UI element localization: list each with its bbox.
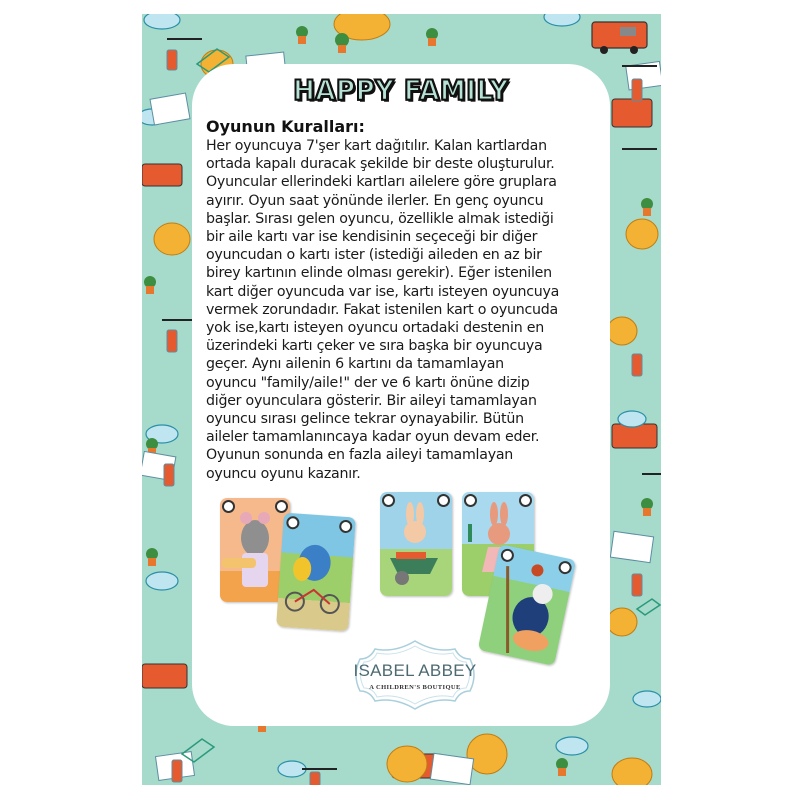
rules-line: geçer. Aynı ailenin 6 kartını da tamamlayan: [206, 356, 504, 373]
brand-logo: [350, 639, 480, 711]
logo-name: ISABEL ABBEY: [353, 661, 477, 680]
rules-line: üzerindeki kartı çeker ve sıra başka bir oyuncuya: [206, 338, 543, 355]
rules-line: birey kartının elinde olması gerekir). Eğer istenilen: [206, 265, 552, 282]
rules-line: oyuncu sırası gelince tekrar oynayabilir. Bütün: [206, 411, 524, 428]
rules-line: yok ise,kartı isteyen oyuncu ortadaki destenin en: [206, 320, 544, 337]
rules-line: oyuncu oyunu kazanır.: [206, 465, 361, 482]
rules-line: aileler tamamlanıncaya kadar oyun devam eder.: [206, 429, 540, 446]
game-title: HAPPY FAMILY: [293, 75, 509, 107]
rules-content: [192, 64, 610, 726]
logo-tagline: A CHILDREN'S BOUTIQUE: [369, 684, 461, 691]
rules-line: ortada kapalı duracak şekilde bir deste oluşturulur.: [206, 156, 555, 173]
rules-line: bir aile kartı var ise kendisinin seçeceği bir diğer: [206, 229, 538, 246]
rabbit-wheelbarrow-illustration: [380, 492, 452, 596]
rules-line: Oyunun sonunda en fazla aileyi tamamlayan: [206, 447, 514, 464]
rabbit-wheelbarrow-card: [380, 492, 452, 596]
rules-line: kart diğer oyuncuda var ise, kartı isteyen oyuncuya: [206, 283, 560, 300]
rules-line: Oyuncular ellerindeki kartları ailelere göre gruplara: [206, 174, 557, 191]
rules-line: diğer oyunculara gösterir. Bir aileyi tamamlayan: [206, 392, 537, 409]
rules-text: [206, 137, 604, 483]
rules-line: oyuncu "family/aile!" der ve 6 kartı önüne dizip: [206, 374, 530, 391]
rules-line: ayırır. Oyun saat yönünde ilerler. En genç oyuncu: [206, 192, 544, 209]
rules-heading: Oyunun Kuralları:: [206, 117, 365, 136]
rules-line: oyuncudan o kartı ister (istediği aileden en az bir: [206, 247, 542, 264]
rules-line: Her oyuncuya 7'şer kart dağıtılır. Kalan kartlardan: [206, 138, 547, 154]
rules-line: vermek zorundadır. Fakat istenilen kart o oyuncuda: [206, 301, 558, 318]
bird-cyclist-card: [276, 513, 356, 632]
rules-line: başlar. Sırası gelen oyuncu, özellikle almak istediği: [206, 210, 554, 227]
